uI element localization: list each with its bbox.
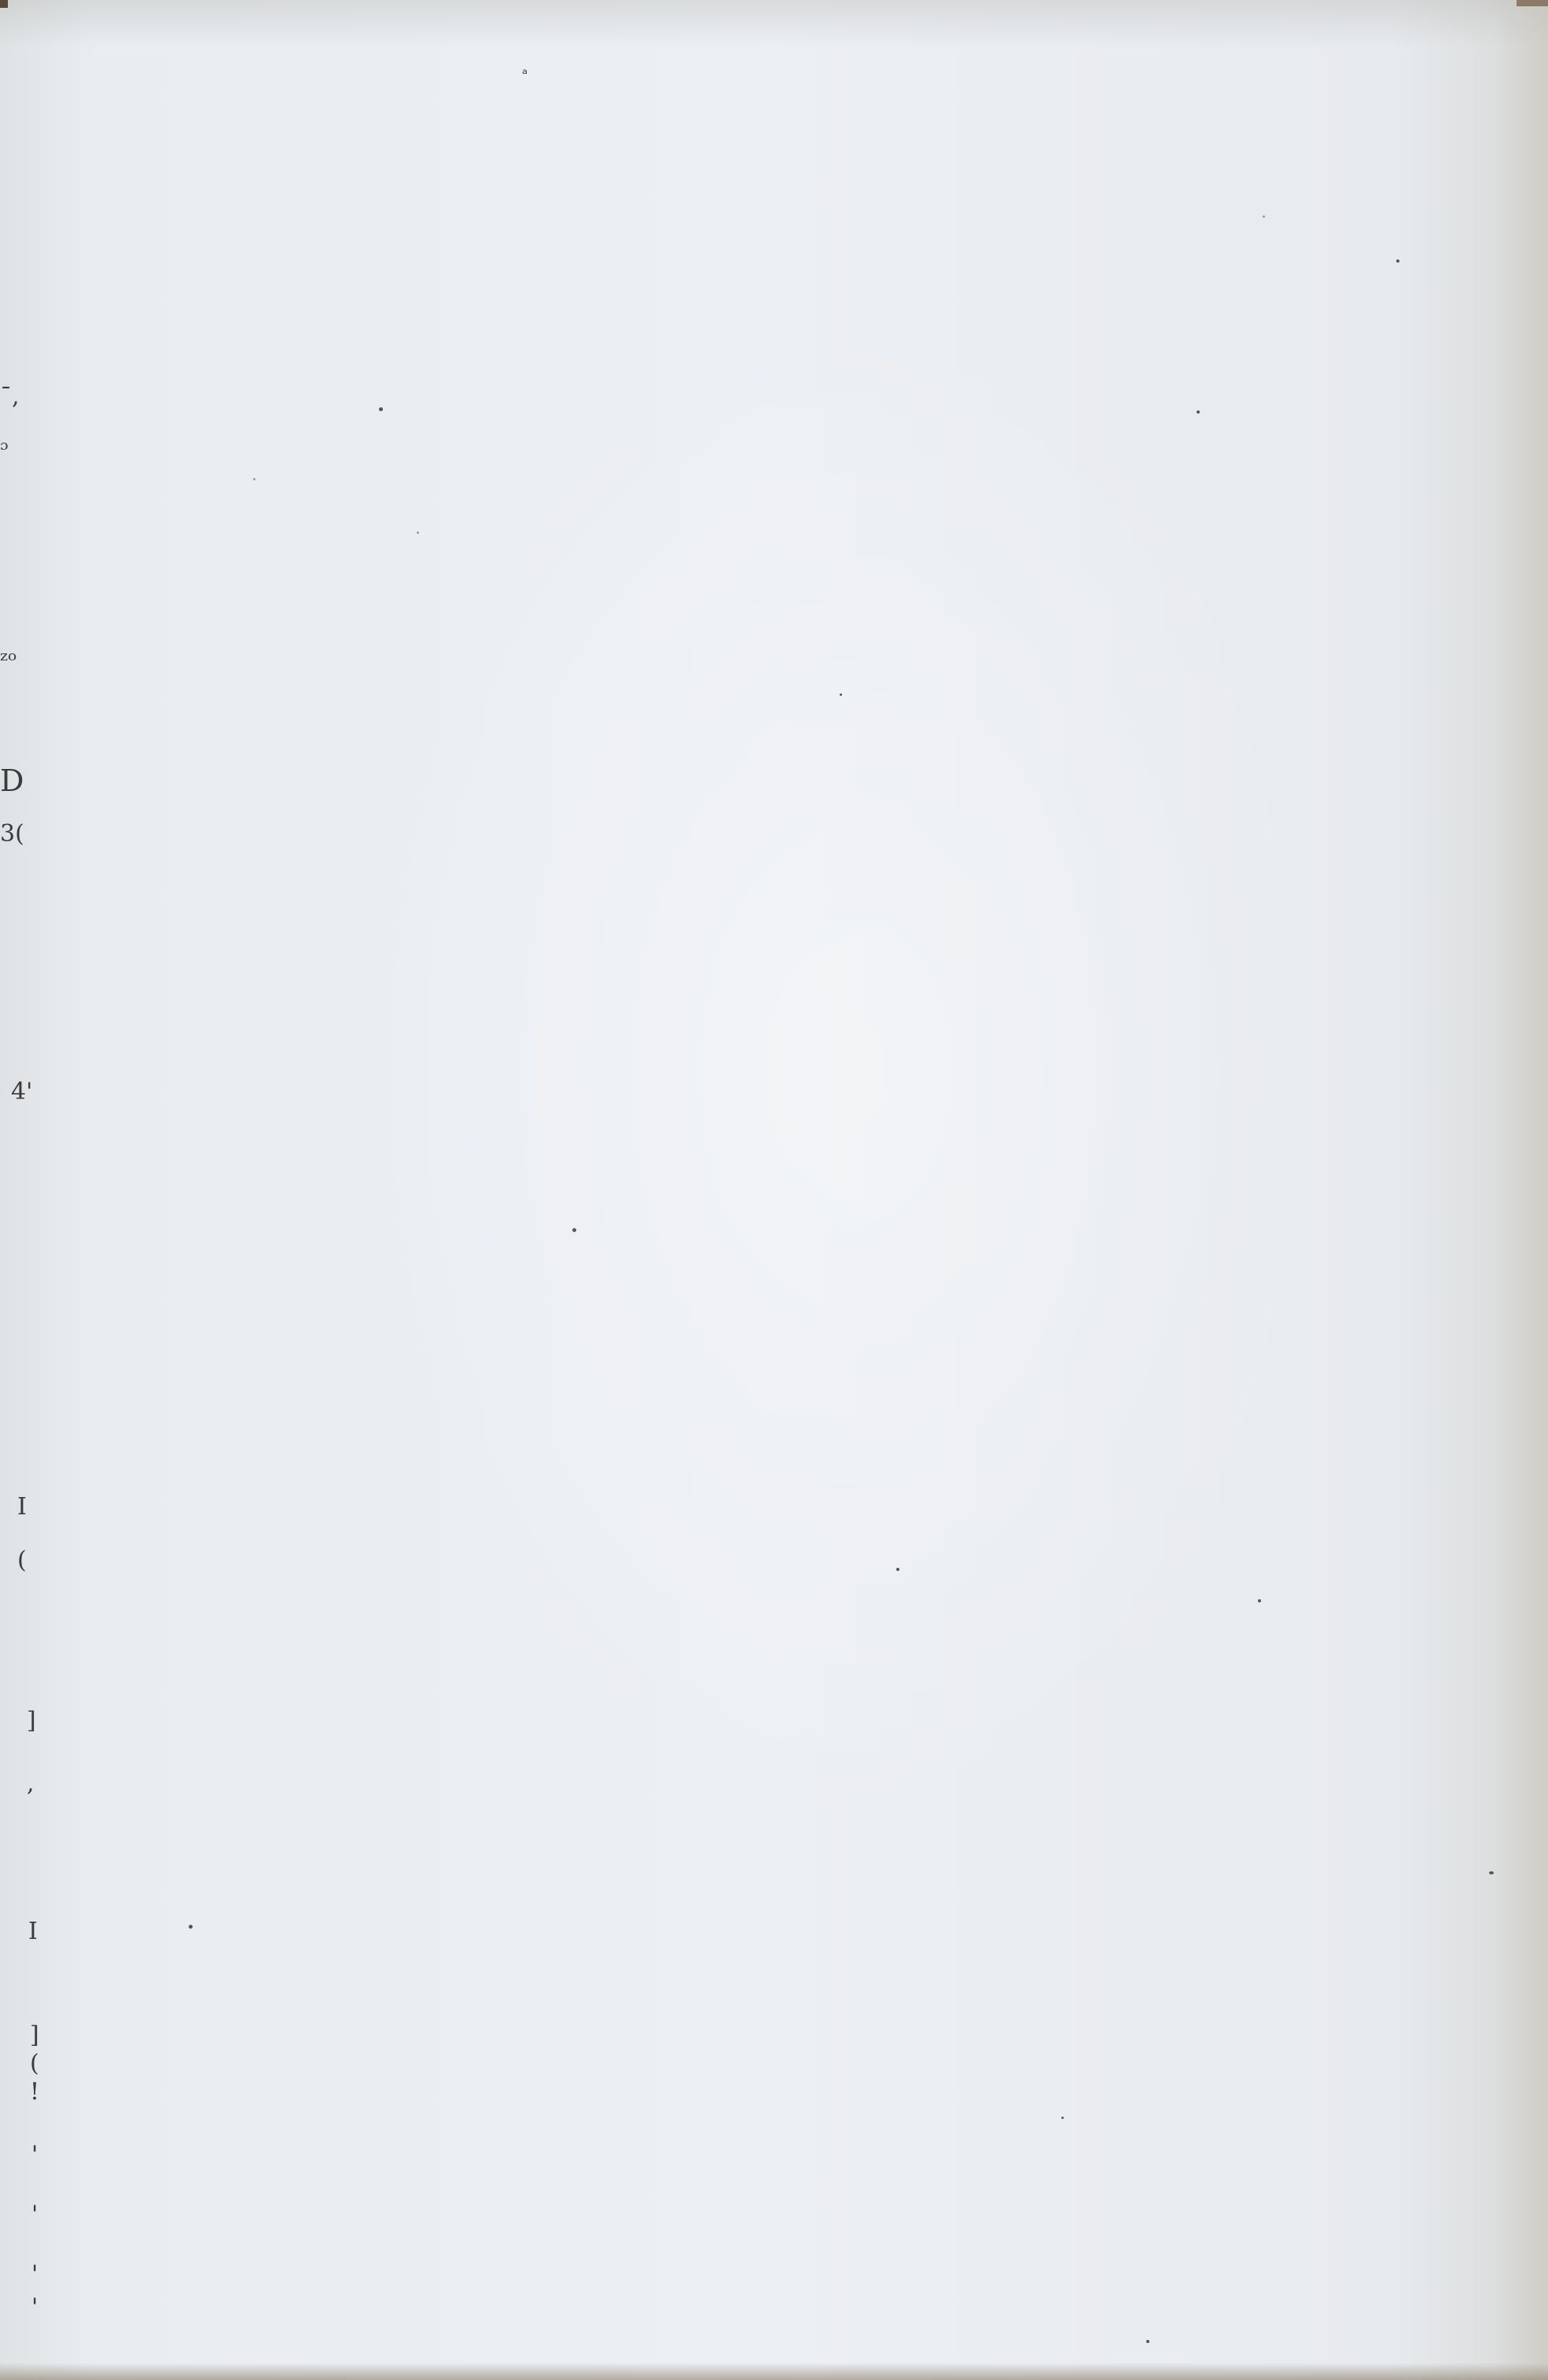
dust-speck	[379, 407, 383, 411]
dust-speck	[896, 1568, 899, 1571]
top-ink-mark: ᵃ	[522, 66, 528, 83]
bleed-through-char: '	[31, 2201, 39, 2228]
bleed-through-char: D	[0, 763, 24, 798]
dust-speck	[572, 1228, 576, 1232]
dust-speck	[253, 478, 256, 480]
dust-speck	[840, 693, 842, 696]
bleed-through-char: (	[30, 2050, 39, 2077]
dust-speck	[1258, 1599, 1261, 1602]
bleed-through-char: ]	[27, 1707, 36, 1734]
dust-speck	[1489, 1871, 1494, 1874]
bleed-through-char: I	[28, 1918, 38, 1945]
dust-speck	[189, 1925, 193, 1929]
bleed-through-char: !	[30, 2078, 40, 2106]
bleed-through-char: 4'	[11, 1078, 33, 1105]
page-bottom-edge	[0, 2363, 1548, 2380]
dust-speck	[1396, 259, 1399, 263]
page-top-shadow	[0, 0, 1548, 47]
corner-mark-left	[0, 0, 8, 8]
dust-speck	[1146, 2340, 1149, 2343]
bleed-through-char: 3(	[0, 820, 24, 848]
dust-speck	[1197, 410, 1200, 414]
page-right-edge	[1493, 0, 1548, 2380]
corner-mark-right	[1517, 0, 1548, 6]
bleed-through-char: '	[31, 2260, 39, 2288]
bleed-through-char: ᶻᵒ	[0, 647, 17, 675]
dust-speck	[417, 532, 419, 534]
bleed-through-char: ,	[27, 1770, 35, 1797]
bleed-through-char: ]	[30, 2021, 39, 2049]
bleed-through-char: '	[31, 2141, 39, 2168]
bleed-through-char: I	[17, 1493, 27, 1521]
bleed-through-char: ˉ,	[0, 383, 20, 410]
bleed-through-char: (	[17, 1547, 27, 1574]
dust-speck	[1263, 215, 1265, 218]
bleed-through-char: ᵓ	[0, 436, 9, 464]
dust-speck	[1061, 2117, 1064, 2119]
bleed-through-char: '	[31, 2294, 39, 2321]
